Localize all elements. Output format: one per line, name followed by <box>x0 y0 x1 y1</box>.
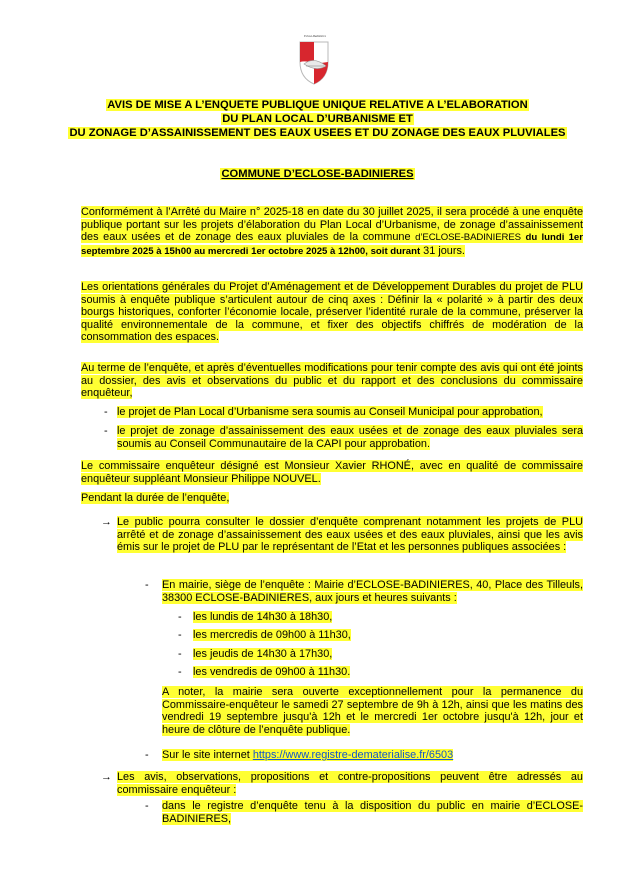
hours-mercredi: les mercredis de 09h00 à 11h30, <box>193 629 351 641</box>
logo-caption: Eclose-Badinières <box>304 34 326 38</box>
paragraph-padd: Les orientations générales du Projet d’Aménagement et de Développement Durables du projet de PLU soumis à enquête publique s’articulent autour de cinq axes : Définir la « polarité » à partir des deux bourgs historiques, conforter l’économie locale, préserver l’identité rurale de la commune, préserver la qualité environnementale de la commune, et fixer des objectifs chiffrés de modération de la consommation des espaces. <box>81 281 583 344</box>
dash-marker: - <box>145 579 149 591</box>
enquete-duration: 31 jours. <box>420 244 465 257</box>
hours-jeudi: les jeudis de 14h30 à 17h30, <box>193 648 333 660</box>
commune-heading: COMMUNE D’ECLOSE-BADINIERES <box>221 168 414 180</box>
paragraph-arrete <box>81 206 583 258</box>
commune-crest-logo <box>296 36 332 86</box>
dash-marker: - <box>178 666 182 678</box>
website-item <box>162 749 583 762</box>
title-line-3: DU ZONAGE D’ASSAINISSEMENT DES EAUX USEES ET DU ZONAGE DES EAUX PLUVIALES <box>69 127 566 139</box>
dash-marker: - <box>104 406 108 418</box>
arrow-item-avis: Les avis, observations, propositions et contre-propositions peuvent être adressés au commissaire enquêteur : <box>117 771 583 796</box>
list-item-plu: le projet de Plan Local d’Urbanisme sera soumis au Conseil Municipal pour approbation, <box>117 406 543 418</box>
dash-marker: - <box>145 749 149 761</box>
note-permanence: A noter, la mairie sera ouverte exceptionnellement pour la permanence du Commissaire-enquêteur le samedi 27 septembre de 9h à 12h, ainsi que les matins des vendredi 19 septembre jusqu'à 12h et le mercredi 1er octobre jusqu'à 12h, jour et heure de clôture de l’enquête publique. <box>162 686 583 736</box>
registre-link[interactable]: https://www.registre-dematerialise.fr/6503 <box>252 749 454 761</box>
registre-item: dans le registre d’enquête tenu à la disposition du public en mairie d’ECLOSE-BADINIERES, <box>162 800 583 825</box>
arrete-text: Conformément à l’Arrêté du Maire n° 2025-18 en date du 30 juillet 2025, il sera procédé à une enquête publique portant sur les projets d’élaboration du Plan Local d’Urbanisme, de zonage d’assainissement des eaux usées et de zonage des eaux pluviales de la commune <box>81 206 583 244</box>
arrow-marker: → <box>101 771 112 783</box>
enquete-dates: du lundi 1er septembre 2025 à 15h00 au mercredi 1er octobre 2025 à 12h00, soit durant <box>81 232 583 257</box>
hours-lundi: les lundis de 14h30 à 18h30, <box>193 611 333 623</box>
paragraph-terme: Au terme de l’enquête, et après d’éventuelles modifications pour tenir compte des avis qui ont été joints au dossier, des avis et observations du public et du rapport et des conclusions du commissaire enquêteur, <box>81 362 583 400</box>
title-line-2: DU PLAN LOCAL D’URBANISME ET <box>222 113 413 125</box>
dash-marker: - <box>145 800 149 812</box>
arrow-marker: → <box>101 516 112 528</box>
dash-marker: - <box>104 425 108 437</box>
website-label: Sur le site internet <box>162 749 253 761</box>
title-line-1: AVIS DE MISE A L’ENQUETE PUBLIQUE UNIQUE RELATIVE A L’ELABORATION <box>107 99 528 111</box>
commune-name-narrow: d’ECLOSE-BADINIERES <box>415 232 521 244</box>
dash-marker: - <box>178 629 182 641</box>
hours-vendredi: les vendredis de 09h00 à 11h30. <box>193 666 351 678</box>
dash-marker: - <box>178 648 182 660</box>
mairie-location: En mairie, siège de l’enquête : Mairie d’ECLOSE-BADINIERES, 40, Place des Tilleuls, 38300 ECLOSE-BADINIERES, aux jours et heures suivants : <box>162 579 583 604</box>
arrow-item-consultation: Le public pourra consulter le dossier d’enquête comprenant notamment les projets de PLU arrêté et de zonage d’assainissement des eaux usées et des eaux pluviales, ainsi que les avis émis sur le projet de PLU par le représentant de l’Etat et les personnes publiques associées : <box>117 516 583 554</box>
paragraph-pendant: Pendant la durée de l’enquête, <box>81 492 230 504</box>
paragraph-commissaire: Le commissaire enquêteur désigné est Monsieur Xavier RHONÉ, avec en qualité de commissaire enquêteur suppléant Monsieur Philippe NOUVEL. <box>81 460 583 485</box>
dash-marker: - <box>178 611 182 623</box>
list-item-zonage: le projet de zonage d’assainissement des eaux usées et de zonage des eaux pluviales sera soumis au Conseil Communautaire de la CAPI pour approbation. <box>117 425 583 450</box>
